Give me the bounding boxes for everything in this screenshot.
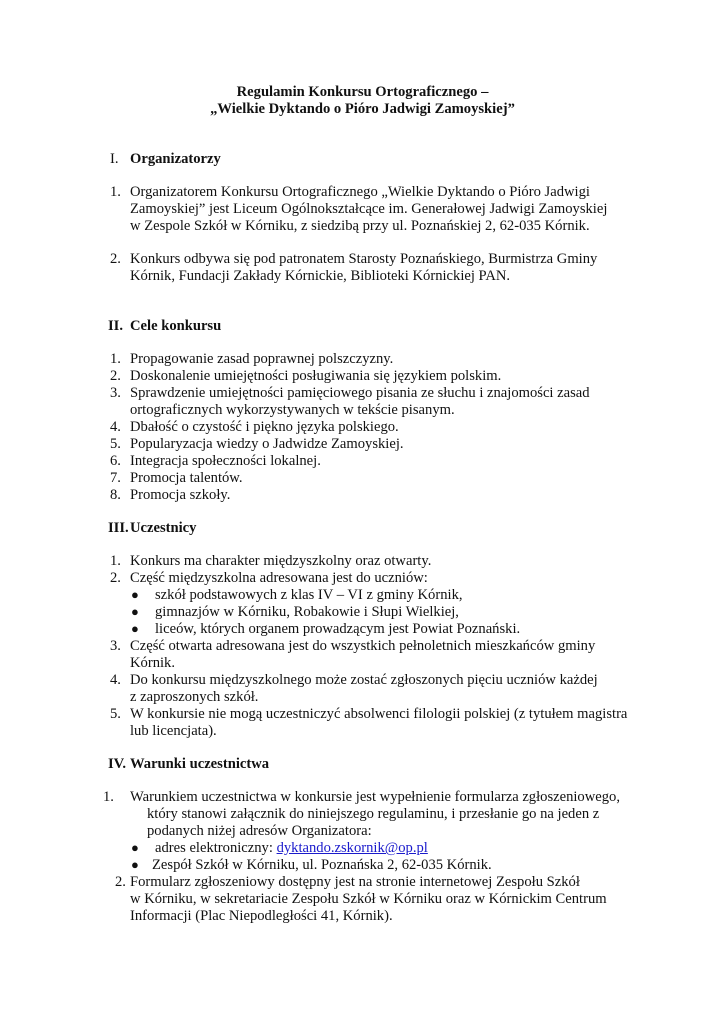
s4-bullet-2: Zespół Szkół w Kórniku, ul. Poznańska 2, 62-035 Kórnik. bbox=[152, 857, 492, 873]
s3-item-2-text: Część międzyszkolna adresowana jest do uczniów: bbox=[130, 570, 428, 586]
document-title-line2: „Wielkie Dyktando o Pióro Jadwigi Zamoyskiej” bbox=[210, 101, 515, 117]
s2-item-2-number: 2. bbox=[110, 368, 121, 384]
s2-item-8-text: Promocja szkoły. bbox=[130, 487, 231, 503]
s4-item-2-line-3: Informacji (Plac Niepodległości 41, Kórnik). bbox=[130, 908, 393, 924]
s2-item-3-line-2: ortograficznych wykorzystywanych w tekście pisanym. bbox=[130, 402, 455, 418]
s3-item-4-line-1: Do konkursu międzyszkolnego może zostać zgłoszonych pięciu uczniów każdej bbox=[130, 672, 598, 688]
s2-item-6-number: 6. bbox=[110, 453, 121, 469]
s4-bullet-1 bbox=[155, 840, 428, 857]
section-2-number: II. bbox=[108, 318, 124, 334]
s2-item-8-number: 8. bbox=[110, 487, 121, 503]
s1-item-1-line-1: Organizatorem Konkursu Ortograficznego „Wielkie Dyktando o Pióro Jadwigi bbox=[130, 184, 590, 200]
s2-item-4-text: Dbałość o czystość i piękno języka polskiego. bbox=[130, 419, 399, 435]
document-title-line1: Regulamin Konkursu Ortograficznego – bbox=[236, 84, 489, 100]
s2-item-6-text: Integracja społeczności lokalnej. bbox=[130, 453, 321, 469]
s2-item-3-line-1: Sprawdzenie umiejętności pamięciowego pisania ze słuchu i znajomości zasad bbox=[130, 385, 590, 401]
s3-item-5-line-2: lub licencjata). bbox=[130, 723, 217, 739]
s4-item-1-number: 1. bbox=[103, 789, 114, 805]
s1-item-1-number: 1. bbox=[110, 184, 121, 200]
s2-item-3-number: 3. bbox=[110, 385, 121, 401]
bullet-dot-icon: ● bbox=[131, 621, 139, 636]
s3-item-1-number: 1. bbox=[110, 553, 121, 569]
s1-item-2-line-1: Konkurs odbywa się pod patronatem Starosty Poznańskiego, Burmistrza Gminy bbox=[130, 251, 598, 267]
s2-item-2-text: Doskonalenie umiejętności posługiwania się językiem polskim. bbox=[130, 368, 502, 384]
bullet-dot-icon: ● bbox=[131, 840, 139, 855]
s1-item-1-line-3: w Zespole Szkół w Kórniku, z siedzibą przy ul. Poznańskiej 2, 62-035 Kórnik. bbox=[130, 218, 590, 234]
s3-item-5-line-1: W konkursie nie mogą uczestniczyć absolwenci filologii polskiej (z tytułem magistra bbox=[130, 706, 628, 722]
section-4-heading: Warunki uczestnictwa bbox=[130, 756, 270, 772]
s4-item-2-line-1: Formularz zgłoszeniowy dostępny jest na stronie internetowej Zespołu Szkół bbox=[130, 874, 580, 890]
s3-bullet-2: gimnazjów w Kórniku, Robakowie i Słupi Wielkiej, bbox=[155, 604, 459, 620]
bullet-dot-icon: ● bbox=[131, 604, 139, 619]
s3-item-1-text: Konkurs ma charakter międzyszkolny oraz otwarty. bbox=[130, 553, 432, 569]
s3-item-4-number: 4. bbox=[110, 672, 121, 688]
s3-bullet-3: liceów, których organem prowadzącym jest Powiat Poznański. bbox=[155, 621, 521, 637]
s2-item-1-text: Propagowanie zasad poprawnej polszczyzny. bbox=[130, 351, 394, 367]
bullet-dot-icon: ● bbox=[131, 587, 139, 602]
s3-bullet-1: szkół podstawowych z klas IV – VI z gminy Kórnik, bbox=[155, 587, 463, 603]
section-1-number: I. bbox=[110, 151, 119, 167]
s2-item-4-number: 4. bbox=[110, 419, 121, 435]
s3-item-3-line-2: Kórnik. bbox=[130, 655, 175, 671]
s3-item-4-line-2: z zaproszonych szkół. bbox=[130, 689, 259, 705]
s1-item-2-line-2: Kórnik, Fundacji Zakłady Kórnickie, Biblioteki Kórnickiej PAN. bbox=[130, 268, 511, 284]
section-3-heading: Uczestnicy bbox=[130, 520, 197, 536]
s2-item-5-number: 5. bbox=[110, 436, 121, 452]
s1-item-1-line-2: Zamoyskiej” jest Liceum Ogólnokształcące im. Generałowej Jadwigi Zamoyskiej bbox=[130, 201, 608, 217]
s4-item-1-line-1: Warunkiem uczestnictwa w konkursie jest wypełnienie formularza zgłoszeniowego, bbox=[130, 789, 620, 805]
s3-item-3-line-1: Część otwarta adresowana jest do wszystkich pełnoletnich mieszkańców gminy bbox=[130, 638, 596, 654]
s4-item-2-number: 2. bbox=[115, 874, 126, 890]
s3-item-5-number: 5. bbox=[110, 706, 121, 722]
section-3-number: III. bbox=[108, 520, 129, 536]
s2-item-7-text: Promocja talentów. bbox=[130, 470, 243, 486]
s2-item-5-text: Popularyzacja wiedzy o Jadwidze Zamoyskiej. bbox=[130, 436, 404, 452]
bullet-dot-icon: ● bbox=[131, 857, 139, 872]
email-link[interactable]: dyktando.zskornik@op.pl bbox=[276, 840, 428, 856]
email-label: adres elektroniczny: bbox=[155, 840, 277, 856]
section-1-heading: Organizatorzy bbox=[130, 151, 221, 167]
s4-item-1-line-3: podanych niżej adresów Organizatora: bbox=[147, 823, 372, 839]
s2-item-1-number: 1. bbox=[110, 351, 121, 367]
s1-item-2-number: 2. bbox=[110, 251, 121, 267]
s3-item-3-number: 3. bbox=[110, 638, 121, 654]
s4-item-1-line-2: który stanowi załącznik do niniejszego regulaminu, i przesłanie go na jeden z bbox=[147, 806, 600, 822]
s4-item-2-line-2: w Kórniku, w sekretariacie Zespołu Szkół w Kórniku oraz w Kórnickim Centrum bbox=[130, 891, 607, 907]
s3-item-2-number: 2. bbox=[110, 570, 121, 586]
section-4-number: IV. bbox=[108, 756, 126, 772]
section-2-heading: Cele konkursu bbox=[130, 318, 222, 334]
s2-item-7-number: 7. bbox=[110, 470, 121, 486]
